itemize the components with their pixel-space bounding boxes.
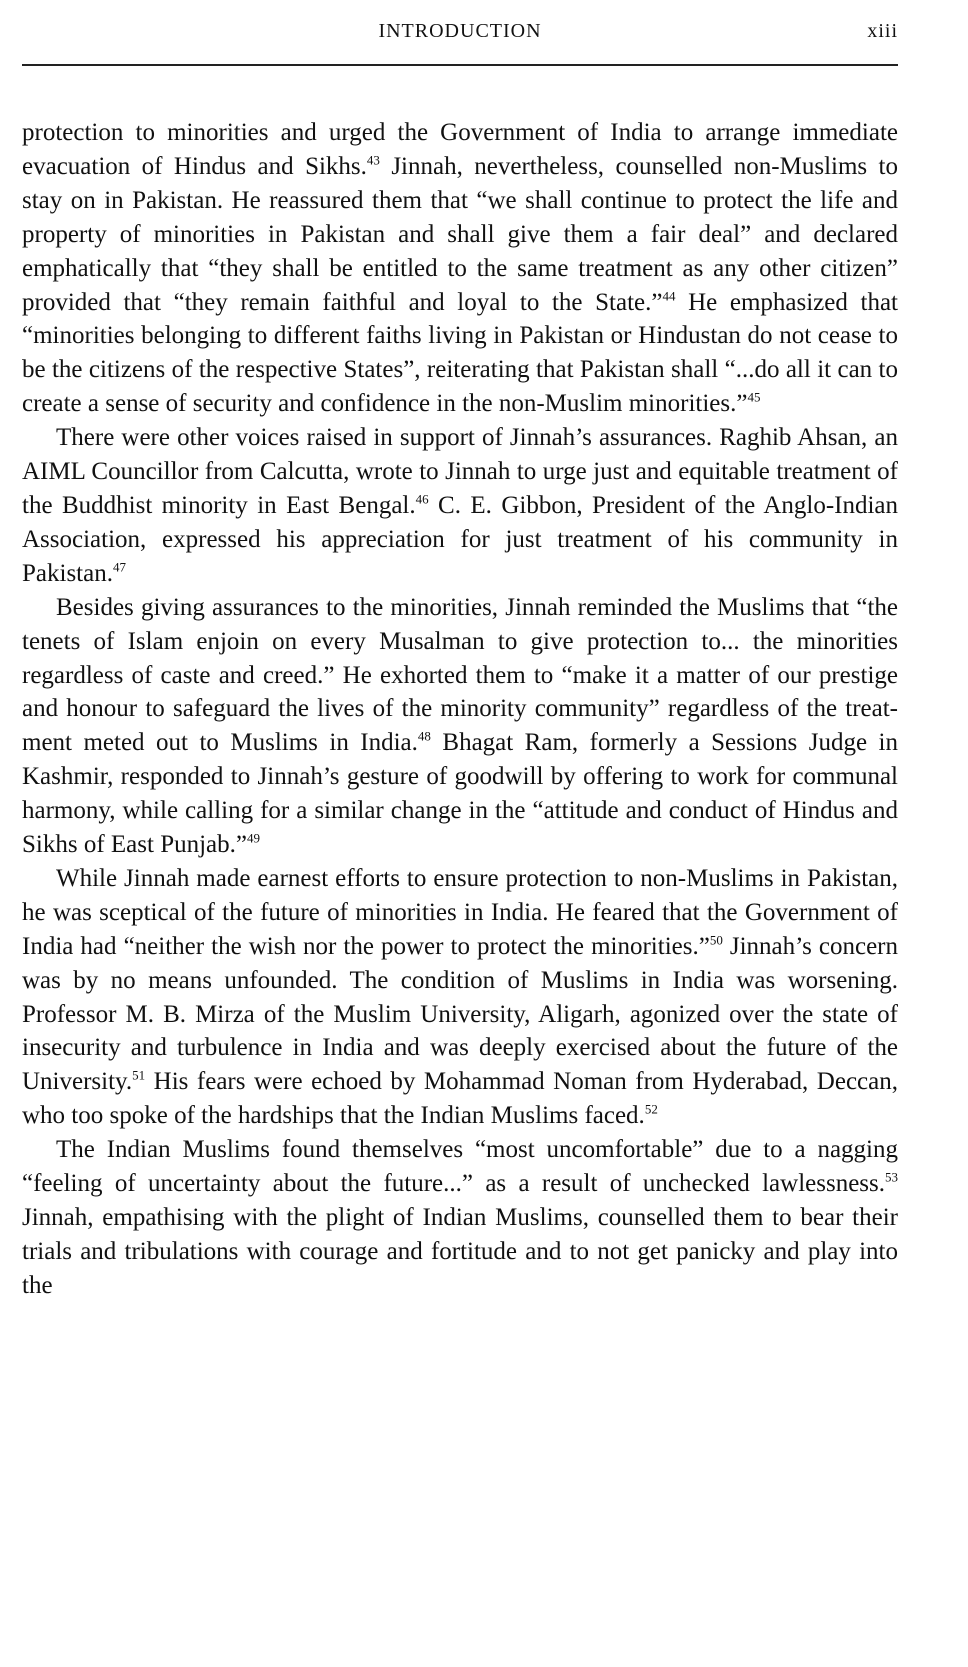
footnote-ref: 47 — [112, 559, 126, 575]
text-run: Jinnah, nevertheless, counselled non-Muslims to stay on in Pakistan. He reassured them that “we shall continue to protect the life and property of minorities in Pakistan and shall give them a fair deal” and declared emphatically that “they shall be entitled to the same treatment as any other citizen” provided that “they remain faithful and loyal to the State.” — [22, 152, 898, 316]
footnote-ref: 50 — [709, 932, 723, 947]
text-run: He emphasized that “minorities belonging to different faiths living in Pakistan or Hindustan do not cease to be the citizens of the respective States”, reiterating that Pakistan shall “...do all it can to create a sense of security and confidence in the non-Muslim minorities.” — [22, 288, 898, 418]
text-run: Bhagat Ram, formerly a Sessions Judge in Kashmir, responded to Jinnah’s gesture of goodwill by offering to work for communal harmony, while calling for a similar change in the “attitude and conduct of Hindus and Sikhs of East Punjab.” — [22, 729, 898, 859]
book-page — [22, 0, 898, 1667]
running-title: INTRODUCTION — [378, 20, 542, 42]
text-run: Jinnah, empathising with the plight of Indian Muslims, counselled them to bear their trials and tribulations with courage and fortitude and to not get panicky and play into the — [22, 1204, 898, 1299]
footnote-ref: 48 — [417, 728, 431, 744]
paragraph — [22, 862, 898, 1133]
running-header — [22, 16, 898, 46]
footnote-ref: 49 — [247, 830, 260, 846]
text-run: Besides giving assurances to the minorities, Jinnah reminded the Muslims that “the tenets of Islam enjoin on every Musalman to give protection to... the minorities regardless of caste and creed.” He exhorted them to “make it a matter of our prestige and honour to safeguard the lives of the minority community” regardless of the treatment meted out to Muslims in India. — [22, 593, 898, 757]
text-run: C. E. Gibbon, President of the Anglo-Indian Association, expressed his appreciation for just treatment of his community in Pakistan. — [22, 491, 899, 587]
text-run: There were other voices raised in support of Jinnah’s assurances. Raghib Ahsan, an AIML Councillor from Calcutta, wrote to Jinnah to urge just and equitable treatment of the Buddhist minority in East Bengal. — [22, 424, 898, 519]
text-run: His fears were echoed by Mohammad Noman from Hyderabad, Deccan, who too spoke of the hardships that the Indian Muslims faced. — [22, 1068, 898, 1130]
text-run: While Jinnah made earnest efforts to ensure protection to non-Muslims in Pakistan, he was sceptical of the future of minorities in India. He feared that the Government of India had “neither the wish nor the power to protect the minorities.” — [22, 864, 898, 960]
text-run: protection to minorities and urged the Government of India to arrange immediate evacuation of Hindus and Sikhs. — [22, 119, 898, 180]
footnote-ref: 46 — [415, 491, 429, 507]
text-run: Jinnah’s concern was by no means unfounded. The condition of Muslims in India was worsening. Professor M. B. Mirza of the Muslim University, Aligarh, agonized over the state of insecurity and turbulence in India and was deeply exercised about the future of the University. — [22, 932, 898, 1096]
text-run: The Indian Muslims found themselves “most uncomfortable” due to a nagging “feeling of uncertainty about the future...” as a result of unchecked lawlessness. — [22, 1136, 898, 1198]
footnote-ref: 45 — [747, 389, 761, 405]
footnote-ref: 44 — [662, 287, 676, 303]
footnote-ref: 43 — [366, 152, 380, 168]
header-rule — [22, 64, 898, 66]
footnote-ref: 51 — [132, 1067, 146, 1083]
paragraph — [22, 591, 898, 862]
page-number: xiii — [867, 20, 898, 42]
paragraph — [22, 421, 898, 591]
paragraph — [22, 116, 898, 421]
footnote-ref: 53 — [885, 1169, 898, 1185]
footnote-ref: 52 — [644, 1101, 658, 1117]
paragraph — [22, 1133, 898, 1303]
body-text — [22, 116, 898, 1303]
